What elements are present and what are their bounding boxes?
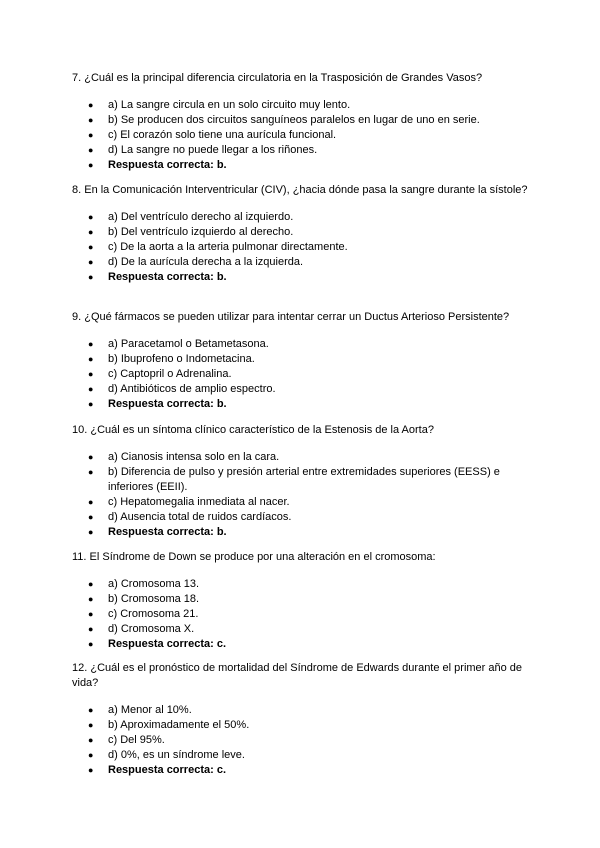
bullet-icon: ● bbox=[88, 212, 94, 222]
question-7 bbox=[72, 71, 528, 173]
option-list bbox=[72, 337, 528, 412]
option-item: ● d) Antibióticos de amplio espectro. bbox=[88, 383, 276, 395]
correct-answer: ● Respuesta correcta: b. bbox=[88, 271, 227, 283]
bullet-icon: ● bbox=[88, 765, 94, 775]
bullet-icon: ● bbox=[88, 750, 94, 760]
bullet-icon: ● bbox=[88, 369, 94, 379]
bullet-icon: ● bbox=[88, 624, 94, 634]
bullet-icon: ● bbox=[88, 115, 94, 125]
question-11 bbox=[72, 550, 528, 652]
bullet-icon: ● bbox=[88, 735, 94, 745]
option-item: ● a) Cromosoma 13. bbox=[88, 578, 200, 590]
question-10 bbox=[72, 423, 528, 540]
bullet-icon: ● bbox=[88, 257, 94, 267]
correct-answer: ● Respuesta correcta: c. bbox=[88, 638, 226, 650]
question-text: 11. El Síndrome de Down se produce por una alteración en el cromosoma: bbox=[72, 551, 436, 563]
option-list bbox=[72, 577, 528, 652]
bullet-icon: ● bbox=[88, 399, 94, 409]
bullet-icon: ● bbox=[88, 242, 94, 252]
question-text: 8. En la Comunicación Interventricular (CIV), ¿hacia dónde pasa la sangre durante la sístole? bbox=[72, 184, 528, 196]
bullet-icon: ● bbox=[88, 705, 94, 715]
bullet-icon: ● bbox=[88, 145, 94, 155]
bullet-icon: ● bbox=[88, 594, 94, 604]
option-item: ● b) Cromosoma 18. bbox=[88, 593, 200, 605]
bullet-icon: ● bbox=[88, 639, 94, 649]
bullet-icon: ● bbox=[88, 272, 94, 282]
bullet-icon: ● bbox=[88, 452, 94, 462]
option-item: ● d) La sangre no puede llegar a los riñones. bbox=[88, 144, 318, 156]
question-12 bbox=[72, 661, 528, 778]
bullet-icon: ● bbox=[88, 579, 94, 589]
option-item: ● c) De la aorta a la arteria pulmonar directamente. bbox=[88, 241, 348, 253]
option-item: ● b) Ibuprofeno o Indometacina. bbox=[88, 353, 255, 365]
option-item: ● c) Hepatomegalia inmediata al nacer. bbox=[88, 496, 290, 508]
correct-answer: ● Respuesta correcta: b. bbox=[88, 159, 227, 171]
option-list bbox=[72, 98, 528, 173]
bullet-icon: ● bbox=[88, 512, 94, 522]
option-item: ● a) La sangre circula en un solo circuito muy lento. bbox=[88, 99, 351, 111]
bullet-icon: ● bbox=[88, 527, 94, 537]
option-item: ● b) Aproximadamente el 50%. bbox=[88, 719, 250, 731]
question-text: 10. ¿Cuál es un síntoma clínico característico de la Estenosis de la Aorta? bbox=[72, 424, 434, 436]
bullet-icon: ● bbox=[88, 467, 94, 477]
bullet-icon: ● bbox=[88, 384, 94, 394]
option-list bbox=[72, 450, 528, 540]
option-item: ● d) Cromosoma X. bbox=[88, 623, 195, 635]
option-item: ● a) Del ventrículo derecho al izquierdo. bbox=[88, 211, 294, 223]
option-list bbox=[72, 703, 528, 778]
option-item: ● d) Ausencia total de ruidos cardíacos. bbox=[88, 511, 292, 523]
question-text: 7. ¿Cuál es la principal diferencia circulatoria en la Trasposición de Grandes Vasos? bbox=[72, 72, 483, 84]
option-item: ● a) Menor al 10%. bbox=[88, 704, 192, 716]
option-item: ● a) Paracetamol o Betametasona. bbox=[88, 338, 269, 350]
question-8 bbox=[72, 183, 528, 285]
question-text: 9. ¿Qué fármacos se pueden utilizar para intentar cerrar un Ductus Arterioso Persistente? bbox=[72, 311, 510, 323]
bullet-icon: ● bbox=[88, 609, 94, 619]
option-item: ● c) Captopril o Adrenalina. bbox=[88, 368, 232, 380]
option-item: ● b) Diferencia de pulso y presión arterial entre extremidades superiores (EESS) e inferiores (EEII). bbox=[88, 466, 500, 493]
bullet-icon: ● bbox=[88, 497, 94, 507]
option-item: ● d) De la aurícula derecha a la izquierda. bbox=[88, 256, 304, 268]
option-item: ● c) El corazón solo tiene una aurícula funcional. bbox=[88, 129, 337, 141]
bullet-icon: ● bbox=[88, 339, 94, 349]
bullet-icon: ● bbox=[88, 160, 94, 170]
bullet-icon: ● bbox=[88, 354, 94, 364]
bullet-icon: ● bbox=[88, 720, 94, 730]
bullet-icon: ● bbox=[88, 227, 94, 237]
option-item: ● c) Del 95%. bbox=[88, 734, 165, 746]
option-item: ● b) Se producen dos circuitos sanguíneos paralelos en lugar de uno en serie. bbox=[88, 114, 480, 126]
bullet-icon: ● bbox=[88, 130, 94, 140]
correct-answer: ● Respuesta correcta: c. bbox=[88, 764, 226, 776]
bullet-icon: ● bbox=[88, 100, 94, 110]
correct-answer: ● Respuesta correcta: b. bbox=[88, 398, 227, 410]
option-item: ● b) Del ventrículo izquierdo al derecho. bbox=[88, 226, 294, 238]
question-text: 12. ¿Cuál es el pronóstico de mortalidad del Síndrome de Edwards durante el primer año de vida? bbox=[72, 662, 523, 689]
option-item: ● a) Cianosis intensa solo en la cara. bbox=[88, 451, 280, 463]
correct-answer: ● Respuesta correcta: b. bbox=[88, 526, 227, 538]
question-9 bbox=[72, 310, 528, 412]
option-list bbox=[72, 210, 528, 285]
option-item: ● d) 0%, es un síndrome leve. bbox=[88, 749, 245, 761]
option-item: ● c) Cromosoma 21. bbox=[88, 608, 199, 620]
